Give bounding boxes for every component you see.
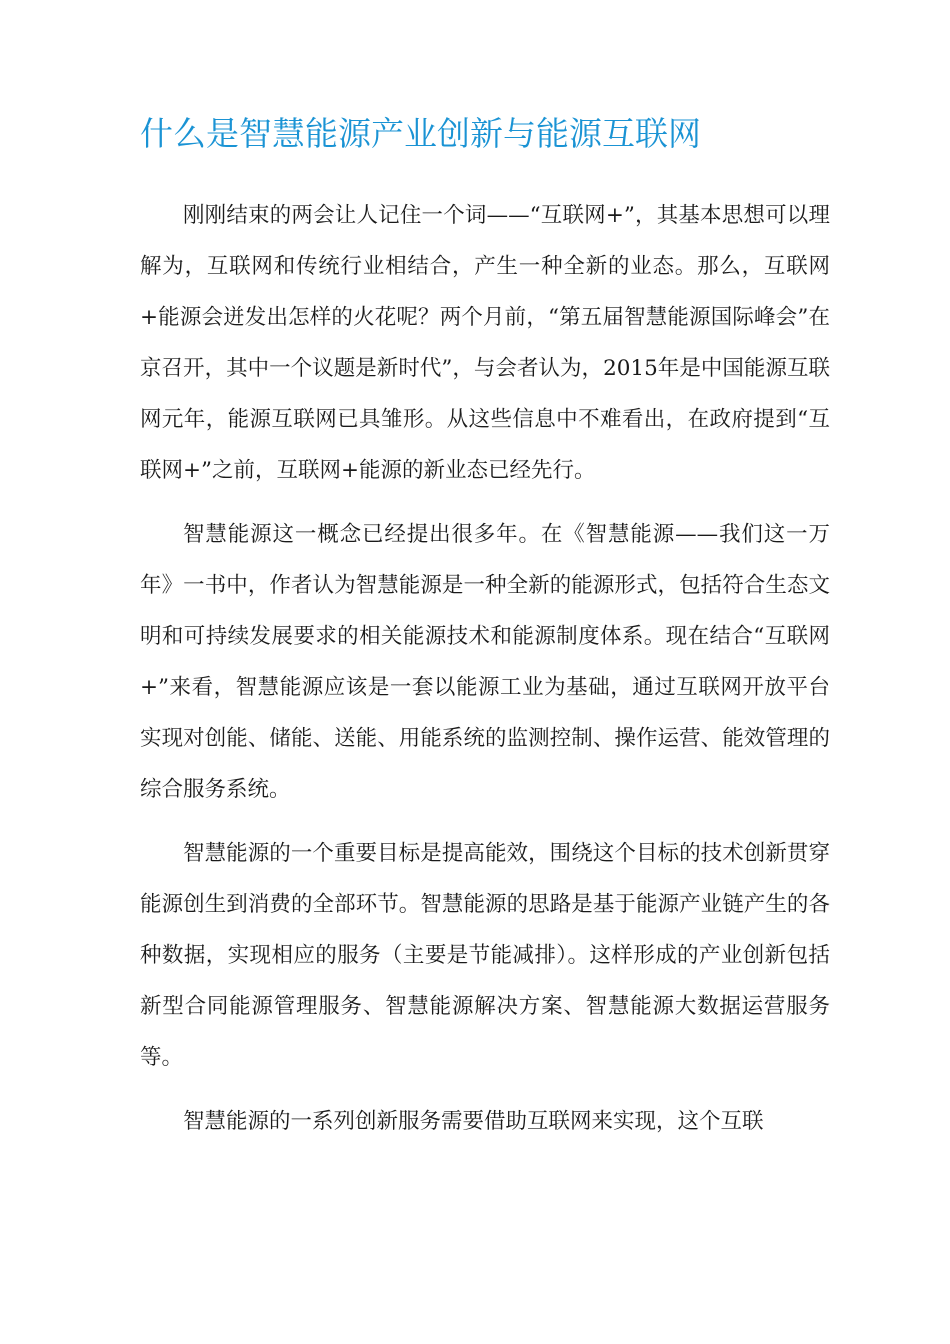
paragraph: 智慧能源的一个重要目标是提高能效，围绕这个目标的技术创新贯穿能源创生到消费的全部环节。智慧能源的思路是基于能源产业链产生的各种数据，实现相应的服务（主要是节能减排）。这样形成的产业创新包括新型合同能源管理服务、智慧能源解决方案、智慧能源大数据运营服务等。 [140,841,830,1070]
paragraph: 智慧能源这一概念已经提出很多年。在《智慧能源——我们这一万年》一书中，作者认为智慧能源是一种全新的能源形式，包括符合生态文明和可持续发展要求的相关能源技术和能源制度体系。现在结合“互联网+”来看，智慧能源应该是一套以能源工业为基础，通过互联网开放平台实现对创能、储能、送能、用能系统的监测控制、操作运营、能效管理的综合服务系统。 [140,522,830,802]
paragraph: 智慧能源的一系列创新服务需要借助互联网来实现，这个互联 [183,1109,764,1134]
paragraph: 刚刚结束的两会让人记住一个词——“互联网+”，其基本思想可以理解为，互联网和传统行业相结合，产生一种全新的业态。那么，互联网+能源会迸发出怎样的火花呢？两个月前，“第五届智慧能源国际峰会”在京召开，其中一个议题是新时代”，与会者认为，2015年是中国能源互联网元年，能源互联网已具雏形。从这些信息中不难看出，在政府提到“互联网+”之前，互联网+能源的新业态已经先行。 [140,203,830,483]
page-title: 什么是智慧能源产业创新与能源互联网 [140,114,701,153]
article-body [140,190,830,1160]
